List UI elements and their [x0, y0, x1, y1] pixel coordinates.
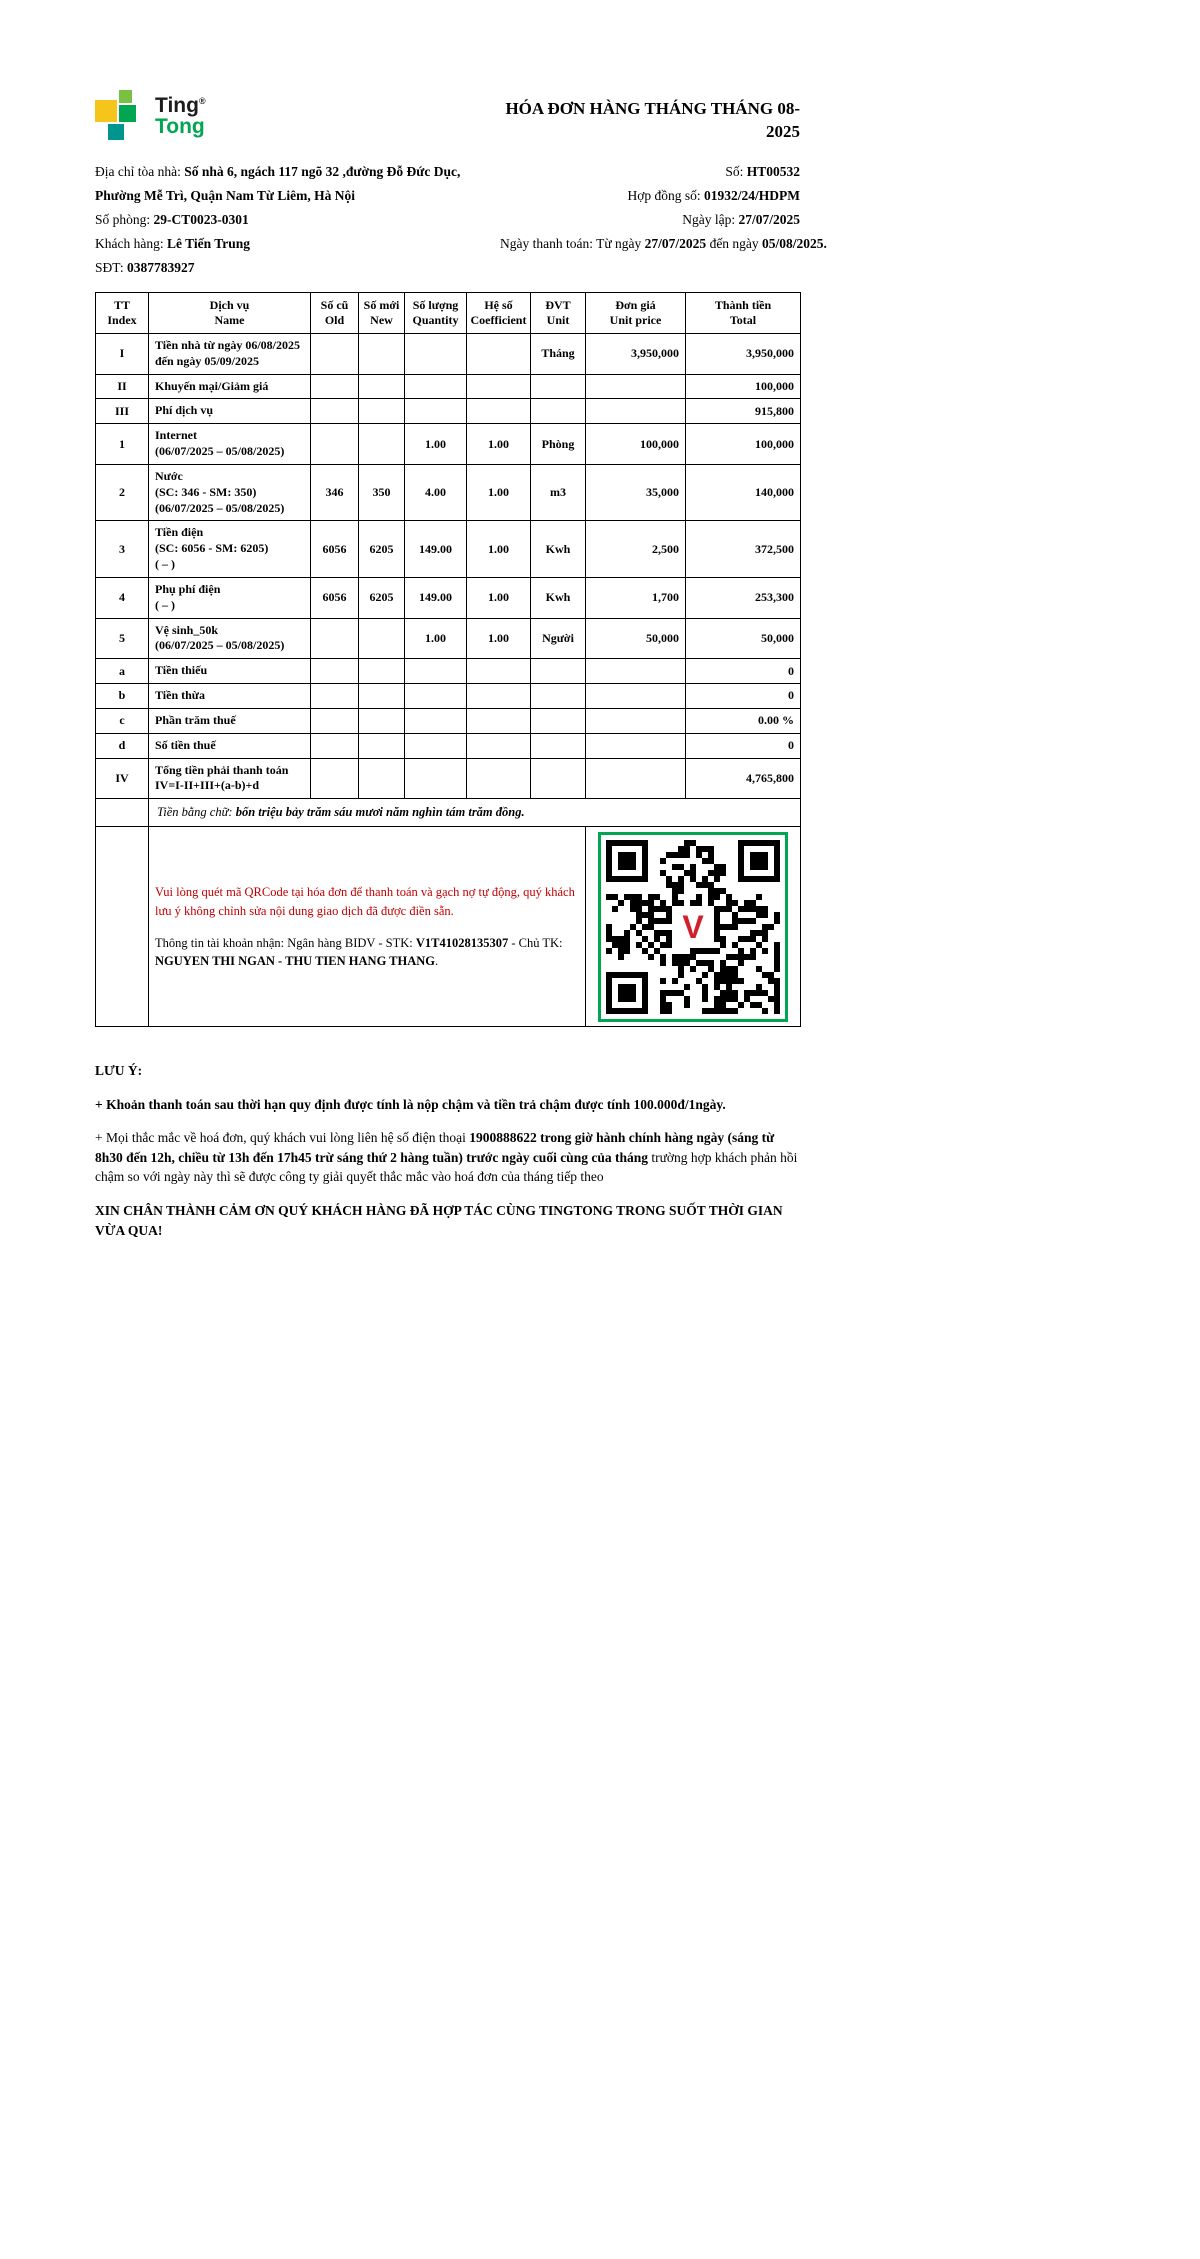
room-value: 29-CT0023-0301 — [153, 212, 249, 227]
table-row — [96, 577, 801, 618]
cell-unit — [531, 659, 586, 684]
cell-total: 0 — [686, 659, 801, 684]
cell-unit — [531, 758, 586, 799]
address-label: Địa chỉ tòa nhà: — [95, 164, 181, 179]
cell-unit-price: 35,000 — [586, 464, 686, 520]
cell-coefficient: 1.00 — [467, 521, 531, 577]
cell-total: 0.00 % — [686, 708, 801, 733]
cell-service-name: Tiền điện (SC: 6056 - SM: 6205) ( – ) — [149, 521, 311, 577]
cell-unit: Kwh — [531, 577, 586, 618]
cell-unit-price — [586, 758, 686, 799]
table-footer-rows — [96, 799, 801, 1027]
cell-quantity — [405, 758, 467, 799]
cell-new-reading — [359, 708, 405, 733]
cell-service-name: Tiền thừa — [149, 684, 311, 709]
qr-cell — [586, 827, 801, 1027]
registered-mark: ® — [198, 95, 206, 106]
brand-tong: Tong — [155, 115, 205, 138]
header — [95, 88, 800, 144]
cell-index: 3 — [96, 521, 149, 577]
building-address-line2 — [95, 184, 495, 208]
cell-quantity: 1.00 — [405, 424, 467, 465]
service-rows — [96, 334, 801, 799]
cell-total: 0 — [686, 733, 801, 758]
account-period: . — [435, 953, 439, 968]
cell-total: 3,950,000 — [686, 334, 801, 375]
invoice-number-label: Số: — [725, 164, 744, 179]
cell-total: 100,000 — [686, 374, 801, 399]
cell-quantity: 1.00 — [405, 618, 467, 659]
contact-note-part3: trường hợp khách phản hồi chậm so với ngày này thì sẽ được công ty giải quyết thắc mắc vào hoá đơn của tháng tiếp theo — [95, 1149, 798, 1185]
table-row — [96, 733, 801, 758]
cell-unit — [531, 733, 586, 758]
col-header-quantity: Số lượng Quantity — [405, 293, 467, 334]
cell-new-reading — [359, 733, 405, 758]
col-header-new: Số mới New — [359, 293, 405, 334]
cell-total: 100,000 — [686, 424, 801, 465]
payment-prefix: Ngày thanh toán: Từ ngày — [500, 236, 642, 251]
cell-unit-price — [586, 708, 686, 733]
cell-unit: m3 — [531, 464, 586, 520]
amount-in-words-cell — [149, 799, 801, 827]
brand-logo — [95, 88, 206, 144]
cell-new-reading — [359, 424, 405, 465]
cell-total: 4,765,800 — [686, 758, 801, 799]
cell-old-reading — [311, 708, 359, 733]
cell-index: 5 — [96, 618, 149, 659]
room-label: Số phòng: — [95, 212, 151, 227]
table-row — [96, 521, 801, 577]
amount-in-words-value: bốn triệu bảy trăm sáu mươi năm nghìn tám trăm đồng. — [235, 805, 525, 820]
col-header-old: Số cũ Old — [311, 293, 359, 334]
cell-quantity: 4.00 — [405, 464, 467, 520]
payment-date-line — [500, 232, 827, 256]
cell-quantity — [405, 334, 467, 375]
qr-notice-text: Vui lòng quét mã QRCode tại hóa đơn để thanh toán và gạch nợ tự động, quý khách lưu ý không chỉnh sửa nội dung giao dịch đã được điền sẵn. — [155, 885, 575, 918]
cell-service-name: Phần trăm thuế — [149, 708, 311, 733]
cell-old-reading — [311, 659, 359, 684]
table-row — [96, 684, 801, 709]
cell-index: 2 — [96, 464, 149, 520]
payment-from: 27/07/2025 — [644, 236, 707, 251]
cell-new-reading — [359, 684, 405, 709]
cell-unit — [531, 374, 586, 399]
cell-old-reading: 346 — [311, 464, 359, 520]
cell-old-reading — [311, 758, 359, 799]
phone-line — [95, 256, 495, 280]
cell-unit-price — [586, 684, 686, 709]
cell-unit-price: 3,950,000 — [586, 334, 686, 375]
cell-unit-price — [586, 399, 686, 424]
cell-index: IV — [96, 758, 149, 799]
cell-index: c — [96, 708, 149, 733]
customer-label: Khách hàng: — [95, 236, 164, 251]
room-number-line — [95, 208, 495, 232]
cell-unit-price — [586, 659, 686, 684]
cell-index: d — [96, 733, 149, 758]
col-header-coefficient: Hệ số Coefficient — [467, 293, 531, 334]
cell-coefficient: 1.00 — [467, 618, 531, 659]
account-mid: - Chủ TK: — [511, 935, 563, 950]
table-row — [96, 334, 801, 375]
brand-ting: Ting — [155, 93, 199, 117]
phone-value: 0387783927 — [126, 260, 195, 275]
invoice-sheet — [95, 88, 827, 1254]
cell-unit — [531, 399, 586, 424]
cell-unit: Tháng — [531, 334, 586, 375]
cell-quantity — [405, 708, 467, 733]
info-left — [95, 160, 495, 280]
cell-coefficient — [467, 708, 531, 733]
account-holder-name: NGUYEN THI NGAN - THU TIEN HANG THANG — [155, 953, 436, 968]
cell-old-reading: 6056 — [311, 577, 359, 618]
contract-line — [500, 184, 800, 208]
table-row — [96, 399, 801, 424]
cell-index: II — [96, 374, 149, 399]
cell-empty-index — [96, 799, 149, 827]
cell-new-reading: 350 — [359, 464, 405, 520]
tingtong-logo-icon — [95, 88, 147, 144]
cell-total: 253,300 — [686, 577, 801, 618]
cell-quantity — [405, 684, 467, 709]
qr-frame — [598, 832, 788, 1022]
cell-quantity — [405, 374, 467, 399]
col-header-unit-price: Đơn giá Unit price — [586, 293, 686, 334]
footer-notes — [95, 1061, 800, 1240]
col-header-index: TT Index — [96, 293, 149, 334]
contact-note-part1: + Mọi thắc mắc về hoá đơn, quý khách vui lòng liên hệ số điện thoại — [95, 1130, 470, 1146]
cell-quantity — [405, 733, 467, 758]
table-row — [96, 659, 801, 684]
cell-coefficient — [467, 659, 531, 684]
payment-to: 05/08/2025. — [762, 236, 827, 251]
cell-unit: Phòng — [531, 424, 586, 465]
amount-in-words-row — [96, 799, 801, 827]
phone-label: SĐT: — [95, 260, 124, 275]
contact-note-part2: 1900888622 trong giờ hành chính hàng ngày (sáng từ 8h30 đến 12h, chiều từ 13h đến 17h45 trừ sáng thứ 2 hàng tuần) trước ngày cuối cùng của tháng — [95, 1130, 775, 1165]
services-table — [95, 292, 801, 1027]
account-label: Thông tin tài khoản nhận: Ngân hàng BIDV - STK: — [155, 935, 416, 950]
cell-unit: Người — [531, 618, 586, 659]
issue-date-label: Ngày lập: — [682, 212, 736, 227]
address-value-2: Phường Mễ Trì, Quận Nam Từ Liêm, Hà Nội — [95, 188, 355, 203]
cell-total: 50,000 — [686, 618, 801, 659]
thank-you-note: XIN CHÂN THÀNH CẢM ƠN QUÝ KHÁCH HÀNG ĐÃ HỢP TÁC CÙNG TINGTONG TRONG SUỐT THỜI GIAN VỪA QUA! — [95, 1203, 783, 1238]
cell-service-name: Tổng tiền phải thanh toán IV=I-II+III+(a-b)+d — [149, 758, 311, 799]
cell-total: 372,500 — [686, 521, 801, 577]
account-number: V1T41028135307 — [415, 935, 509, 950]
qr-row — [96, 827, 801, 1027]
cell-coefficient: 1.00 — [467, 464, 531, 520]
invoice-number-value: HT00532 — [746, 164, 800, 179]
cell-coefficient — [467, 758, 531, 799]
cell-quantity: 149.00 — [405, 521, 467, 577]
cell-index: I — [96, 334, 149, 375]
contract-label: Hợp đồng số: — [627, 188, 701, 203]
cell-unit-price: 1,700 — [586, 577, 686, 618]
cell-unit-price — [586, 374, 686, 399]
cell-total: 915,800 — [686, 399, 801, 424]
contact-note — [95, 1128, 800, 1187]
table-row — [96, 618, 801, 659]
table-header — [96, 293, 801, 334]
cell-service-name: Nước (SC: 346 - SM: 350) (06/07/2025 – 05/08/2025) — [149, 464, 311, 520]
col-header-unit: ĐVT Unit — [531, 293, 586, 334]
cell-index: 1 — [96, 424, 149, 465]
cell-service-name: Số tiền thuế — [149, 733, 311, 758]
cell-old-reading — [311, 684, 359, 709]
cell-new-reading — [359, 334, 405, 375]
col-header-total: Thành tiền Total — [686, 293, 801, 334]
address-value-1: Số nhà 6, ngách 117 ngõ 32 ,đường Đỗ Đức Dục, — [184, 164, 461, 179]
cell-new-reading — [359, 399, 405, 424]
qr-code-pattern — [606, 1003, 780, 1017]
cell-service-name: Phí dịch vụ — [149, 399, 311, 424]
cell-old-reading — [311, 424, 359, 465]
cell-unit — [531, 708, 586, 733]
cell-new-reading: 6205 — [359, 521, 405, 577]
cell-index: b — [96, 684, 149, 709]
payment-instructions-cell — [149, 827, 586, 1027]
cell-old-reading — [311, 334, 359, 375]
col-header-service: Dịch vụ Name — [149, 293, 311, 334]
table-row — [96, 708, 801, 733]
building-address-line1 — [95, 160, 495, 184]
info-right — [500, 160, 827, 280]
cell-empty-index — [96, 827, 149, 1027]
contract-value: 01932/24/HDPM — [704, 188, 800, 203]
cell-coefficient — [467, 399, 531, 424]
cell-quantity: 149.00 — [405, 577, 467, 618]
cell-new-reading: 6205 — [359, 577, 405, 618]
cell-unit-price: 50,000 — [586, 618, 686, 659]
bank-account-text — [155, 934, 579, 970]
cell-service-name: Internet (06/07/2025 – 05/08/2025) — [149, 424, 311, 465]
cell-unit-price: 100,000 — [586, 424, 686, 465]
late-payment-note: + Khoản thanh toán sau thời hạn quy định được tính là nộp chậm và tiền trả chậm được tính 100.000đ/1ngày. — [95, 1096, 726, 1112]
cell-coefficient — [467, 374, 531, 399]
table-row — [96, 424, 801, 465]
cell-quantity — [405, 659, 467, 684]
cell-unit: Kwh — [531, 521, 586, 577]
cell-new-reading — [359, 374, 405, 399]
cell-index: 4 — [96, 577, 149, 618]
issue-date-line — [500, 208, 800, 232]
cell-coefficient — [467, 334, 531, 375]
cell-old-reading — [311, 399, 359, 424]
cell-new-reading — [359, 758, 405, 799]
amount-in-words-label: Tiền bằng chữ: — [157, 805, 233, 820]
page-title: HÓA ĐƠN HÀNG THÁNG THÁNG 08-2025 — [505, 99, 800, 141]
brand-wordmark — [155, 95, 206, 138]
cell-old-reading — [311, 733, 359, 758]
cell-total: 140,000 — [686, 464, 801, 520]
cell-old-reading: 6056 — [311, 521, 359, 577]
cell-new-reading — [359, 618, 405, 659]
cell-total: 0 — [686, 684, 801, 709]
cell-old-reading — [311, 618, 359, 659]
invoice-number-line — [500, 160, 800, 184]
cell-service-name: Tiền thiếu — [149, 659, 311, 684]
cell-index: a — [96, 659, 149, 684]
cell-service-name: Vệ sinh_50k (06/07/2025 – 05/08/2025) — [149, 618, 311, 659]
cell-new-reading — [359, 659, 405, 684]
cell-service-name: Tiền nhà từ ngày 06/08/2025 đến ngày 05/09/2025 — [149, 334, 311, 375]
invoice-info — [95, 160, 827, 280]
issue-date-value: 27/07/2025 — [738, 212, 800, 227]
cell-coefficient: 1.00 — [467, 577, 531, 618]
cell-quantity — [405, 399, 467, 424]
cell-unit-price: 2,500 — [586, 521, 686, 577]
cell-service-name: Khuyến mại/Giảm giá — [149, 374, 311, 399]
customer-value: Lê Tiến Trung — [166, 236, 251, 251]
table-row — [96, 464, 801, 520]
cell-coefficient: 1.00 — [467, 424, 531, 465]
cell-coefficient — [467, 684, 531, 709]
cell-unit — [531, 684, 586, 709]
cell-old-reading — [311, 374, 359, 399]
cell-index: III — [96, 399, 149, 424]
cell-coefficient — [467, 733, 531, 758]
customer-line — [95, 232, 495, 256]
qr-center-logo-icon: V — [674, 908, 712, 946]
payment-mid: đến ngày — [709, 236, 759, 251]
cell-unit-price — [586, 733, 686, 758]
table-row — [96, 758, 801, 799]
table-row — [96, 374, 801, 399]
cell-service-name: Phụ phí điện ( – ) — [149, 577, 311, 618]
notes-heading: LƯU Ý: — [95, 1063, 143, 1079]
